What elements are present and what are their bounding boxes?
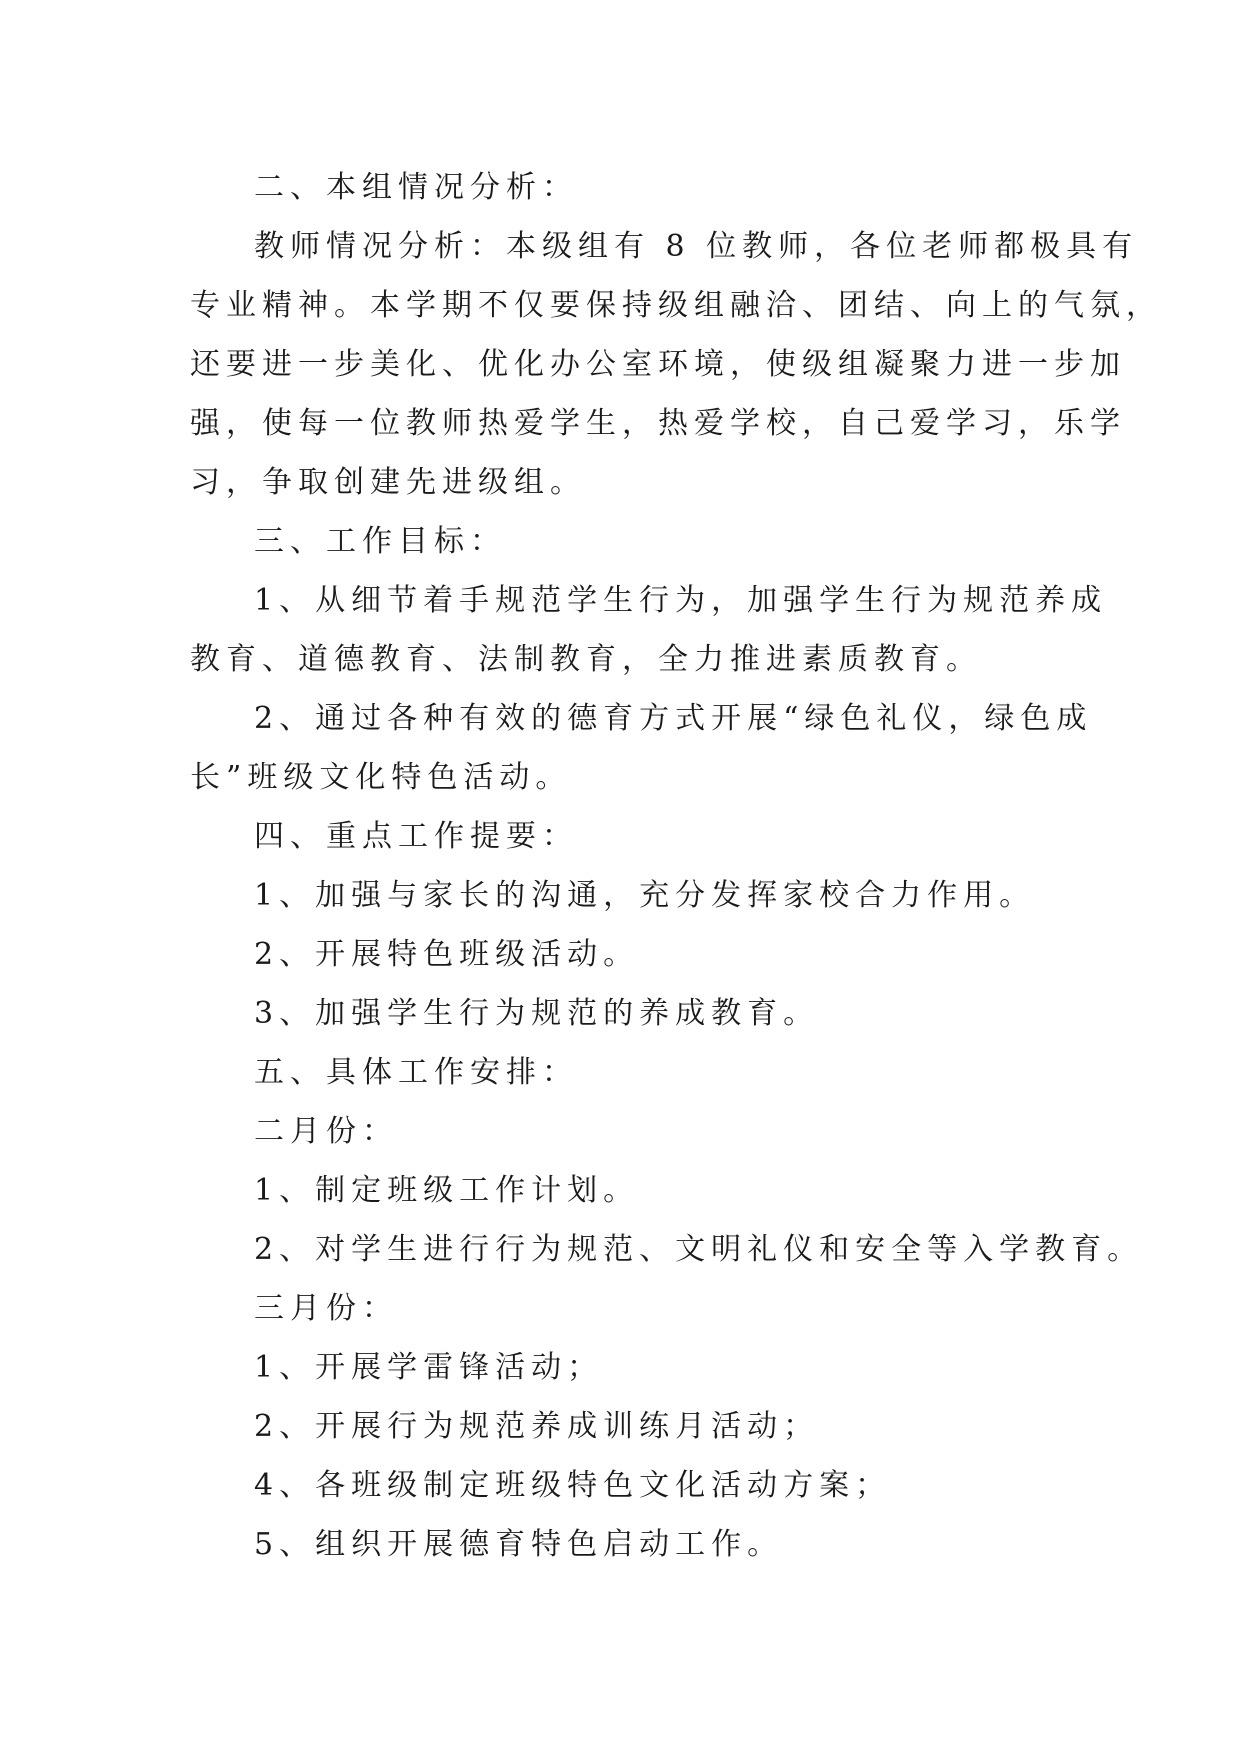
month-heading-february: 二月份： [254,1114,398,1149]
list-item: 2、开展行为规范养成训练月活动； [254,1409,820,1444]
section-heading-3: 三、工作目标： [254,524,506,559]
paragraph-line: 习，争取创建先进级组。 [190,465,586,500]
section-heading-2: 二、本组情况分析： [254,170,578,205]
paragraph-line: 1、从细节着手规范学生行为，加强学生行为规范养成 [254,583,1108,618]
paragraph-line: 教育、道德教育、法制教育，全力推进素质教育。 [190,642,982,677]
paragraph-line: 教师情况分析：本级组有 8 位教师，各位老师都极具有 [254,229,1139,264]
paragraph-line: 长”班级文化特色活动。 [190,760,572,795]
section-heading-4: 四、重点工作提要： [254,819,578,854]
paragraph-line: 强，使每一位教师热爱学生，热爱学校，自己爱学习，乐学 [190,406,1126,441]
list-item: 2、开展特色班级活动。 [254,937,640,972]
list-item: 3、加强学生行为规范的养成教育。 [254,996,820,1031]
list-item: 5、组织开展德育特色启动工作。 [254,1527,784,1562]
list-item: 1、开展学雷锋活动； [254,1350,604,1385]
section-heading-5: 五、具体工作安排： [254,1055,578,1090]
list-item: 2、对学生进行行为规范、文明礼仪和安全等入学教育。 [254,1232,1144,1267]
month-heading-march: 三月份： [254,1291,398,1326]
list-item: 4、各班级制定班级特色文化活动方案； [254,1468,892,1503]
paragraph-line: 2、通过各种有效的德育方式开展“绿色礼仪，绿色成 [254,701,1093,736]
list-item: 1、加强与家长的沟通，充分发挥家校合力作用。 [254,878,1036,913]
paragraph-line: 还要进一步美化、优化办公室环境，使级组凝聚力进一步加 [190,347,1126,382]
paragraph-line: 专业精神。本学期不仅要保持级组融洽、团结、向上的气氛， [190,288,1162,323]
list-item: 1、制定班级工作计划。 [254,1173,640,1208]
document-body [190,158,1162,1574]
